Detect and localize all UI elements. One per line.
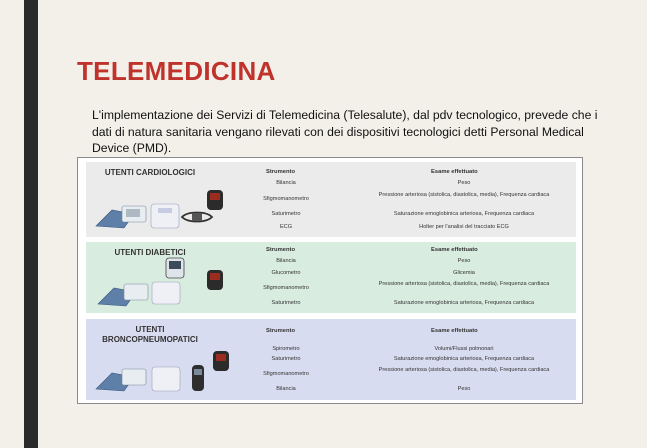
cell-strumento: Bilancia [276, 180, 296, 186]
cell-esame: Peso [457, 386, 471, 392]
column-header-esame: Esame effettuato [431, 328, 478, 334]
panel-cardiologici [86, 162, 576, 237]
cell-esame: Peso [457, 258, 471, 264]
cell-strumento: Glucometro [271, 270, 301, 276]
panel-title-line2: BRONCOPNEUMOPATICI [102, 335, 198, 344]
panel-diabetici [86, 242, 576, 313]
scale-image [149, 202, 181, 230]
cell-strumento: Saturimetro [271, 356, 301, 362]
cell-esame: Saturazione emoglobinica arteriosa, Frequenza cardiaca [393, 356, 535, 362]
panel-broncopneumopatici [86, 319, 576, 400]
scale-image [150, 365, 182, 393]
column-header-strumento: Strumento [266, 169, 295, 175]
spirometer-image [186, 363, 210, 393]
oximeter-image [204, 188, 226, 212]
slide-left-bar [24, 0, 38, 448]
pmd-table-figure [77, 157, 583, 404]
cell-esame: Pressione arteriosa (sistolica, diastolica, media), Frequenza cardiaca [378, 192, 550, 198]
sphygmomanometer-image [94, 200, 150, 230]
cell-strumento: Bilancia [276, 258, 296, 264]
cell-esame: Saturazione emoglobinica arteriosa, Frequenza cardiaca [393, 300, 535, 306]
cell-strumento: ECG [279, 224, 293, 230]
cell-strumento: Saturimetro [271, 211, 301, 217]
sphygmomanometer-image [94, 363, 150, 393]
cell-strumento: Sfigmomanometro [263, 285, 309, 291]
cell-esame: Peso [457, 180, 471, 186]
cell-strumento: Bilancia [276, 386, 296, 392]
cell-esame: Holter per l'analisi del tracciato ECG [419, 224, 509, 230]
column-header-strumento: Strumento [266, 328, 295, 334]
oximeter-image [210, 349, 232, 373]
cell-strumento: Sfigmomanometro [263, 196, 309, 202]
panel-title [94, 325, 206, 345]
cell-esame: Pressione arteriosa (sistolica, diastolica, media), Frequenza cardiaca [378, 367, 550, 373]
glucometer-image [164, 256, 186, 280]
cell-strumento: Spirometro [272, 346, 300, 352]
cell-esame: Volumi/Flussi polmonari [434, 346, 494, 352]
cell-esame: Glicemia [453, 270, 475, 276]
slide-title: TELEMEDICINA [77, 56, 276, 86]
ecg-holter-image [180, 210, 214, 224]
cell-esame: Saturazione emoglobinica arteriosa, Frequenza cardiaca [393, 211, 535, 217]
cell-strumento: Sfigmomanometro [263, 371, 309, 377]
cell-strumento: Saturimetro [271, 300, 301, 306]
column-header-strumento: Strumento [266, 247, 295, 253]
panel-title: UTENTI DIABETICI [114, 248, 186, 257]
oximeter-image [204, 268, 226, 292]
panel-title-line1: UTENTI [135, 325, 165, 334]
column-header-esame: Esame effettuato [431, 169, 478, 175]
cell-esame: Pressione arteriosa (sistolica, diastolica, media), Frequenza cardiaca [378, 281, 550, 287]
column-header-esame: Esame effettuato [431, 247, 478, 253]
intro-paragraph: L'implementazione dei Servizi di Telemedicina (Telesalute), dal pdv tecnologico, prevede che i dati di natura sanitaria vengano rilevati con dei dispositivi tecnologici detti Personal Medical Device (PMD). [92, 108, 598, 155]
panel-title: UTENTI CARDIOLOGICI [104, 168, 196, 177]
sphygmomanometer-image [96, 280, 152, 308]
scale-image [150, 280, 182, 306]
